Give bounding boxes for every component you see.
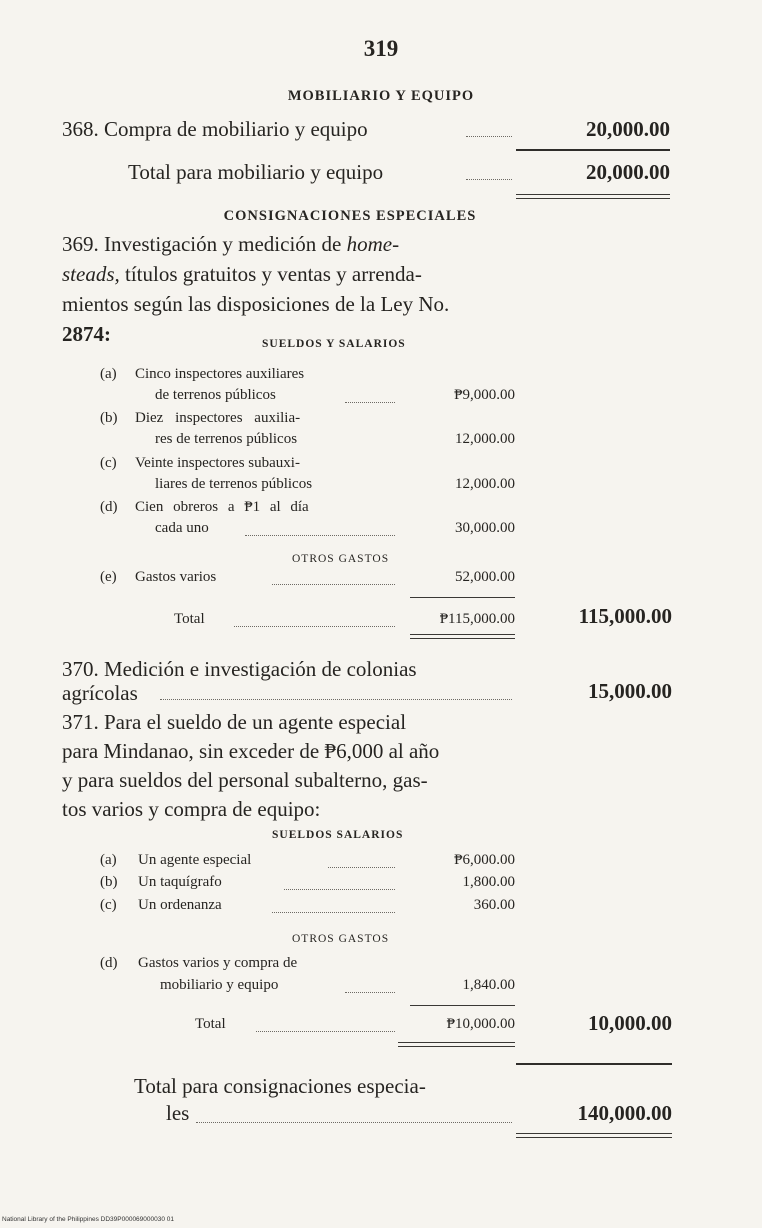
sub-item-letter: (d) [100,955,118,971]
leader-dots [466,136,512,137]
sub-item-letter: (c) [100,897,117,913]
sub-item-line: res de terrenos públicos [155,431,298,447]
sub-item-amount: 1,840.00 [462,977,515,993]
sub-item-letter: (c) [100,455,117,471]
sub-item-line: Diez inspectores auxilia- [135,410,301,426]
sub-item-letter: (a) [100,366,117,382]
subtotal-rule [410,597,515,598]
double-rule [516,194,670,199]
item-369-line: 2874: [62,322,111,346]
sub-item-amount: 1,800.00 [462,874,515,890]
leader-dots [328,867,395,868]
grand-total-label: les [166,1101,190,1125]
subtotal-rule [410,1005,515,1006]
sub-item-line: Un taquígrafo [138,874,222,890]
leader-dots [160,699,512,700]
sub-item-letter: (a) [100,852,117,868]
sub-item-line: Gastos varios [135,569,217,585]
page-number: 319 [363,36,399,61]
leader-dots [345,402,395,403]
item-371-line: 371. Para el sueldo de un agente especial [62,710,407,734]
double-rule [410,634,515,639]
item-371-line: y para sueldos del personal subalterno, gas- [62,768,428,792]
item-369-line: 369. Investigación y medición de home- [62,232,400,256]
leader-dots [272,912,395,913]
sub-item-line: Cinco inspectores auxiliares [135,366,305,382]
leader-dots [256,1031,395,1032]
leader-dots [284,889,395,890]
sub-item-line: Gastos varios y compra de [138,955,298,971]
double-rule [398,1042,515,1047]
subtotal-rule [516,149,670,151]
section-heading-consignaciones: CONSIGNACIONES ESPECIALES [223,208,477,224]
sub-item-line: liares de terrenos públicos [155,476,313,492]
sub-item-line: Veinte inspectores subauxi- [135,455,300,471]
sub-item-amount: 30,000.00 [455,520,515,536]
item-369-total-right: 115,000.00 [578,604,672,628]
sub-item-amount: 52,000.00 [455,569,515,585]
leader-dots [245,535,395,536]
item-371-total-label: Total [195,1016,226,1032]
sub-item-line: Un ordenanza [138,897,222,913]
footer-credit: National Library of the Philippines DD39P000069000030 01 [2,1216,175,1223]
grand-total-label: Total para consignaciones especia- [134,1074,426,1098]
sub-item-line: Cien obreros a ₱1 al día [135,499,309,515]
item-369-total-label: Total [174,611,205,627]
item-370-line: 370. Medición e investigación de colonias [62,657,417,681]
item-371-total-amount: ₱10,000.00 [446,1016,515,1032]
sub-item-amount: ₱9,000.00 [454,387,515,403]
sub-item-letter: (b) [100,874,118,890]
otros-gastos-heading: OTROS GASTOS [292,933,390,945]
sub-item-amount: ₱6,000.00 [454,852,515,868]
sub-item-line: Un agente especial [138,852,252,868]
leader-dots [466,179,512,180]
sub-item-amount: 360.00 [473,897,515,913]
item-370-line: agrícolas [62,681,138,705]
section-heading-mobiliario: MOBILIARIO Y EQUIPO [287,88,475,104]
leader-dots [234,626,395,627]
item-371-line: tos varios y compra de equipo: [62,797,321,821]
sueldos-heading: SUELDOS SALARIOS [272,829,404,841]
sub-item-letter: (e) [100,569,117,585]
item-368-amount: 20,000.00 [586,117,670,141]
sub-item-amount: 12,000.00 [455,476,515,492]
item-371-total-right: 10,000.00 [588,1011,672,1035]
grand-total-amount: 140,000.00 [577,1101,672,1125]
item-369-total-amount: ₱115,000.00 [439,611,515,627]
item-370-amount: 15,000.00 [588,679,672,703]
otros-gastos-heading: OTROS GASTOS [292,553,390,565]
mobiliario-total-amount: 20,000.00 [586,160,670,184]
double-rule [516,1133,672,1138]
sub-item-letter: (b) [100,410,118,426]
mobiliario-total-label: Total para mobiliario y equipo [128,160,384,184]
sub-item-line: cada uno [155,520,209,536]
sueldos-heading: SUELDOS Y SALARIOS [262,338,406,350]
sub-item-letter: (d) [100,499,118,515]
sub-item-line: de terrenos públicos [155,387,276,403]
leader-dots [272,584,395,585]
leader-dots [196,1122,512,1123]
item-369-line: mientos según las disposiciones de la Ley No. [62,292,450,316]
sub-item-amount: 12,000.00 [455,431,515,447]
sub-item-line: mobiliario y equipo [160,977,279,993]
item-371-line: para Mindanao, sin exceder de ₱6,000 al año [62,739,440,763]
leader-dots [345,992,395,993]
subtotal-rule [516,1063,672,1065]
item-368-label: 368. Compra de mobiliario y equipo [62,117,368,141]
item-369-line: steads, títulos gratuitos y ventas y arrenda- [62,262,422,286]
